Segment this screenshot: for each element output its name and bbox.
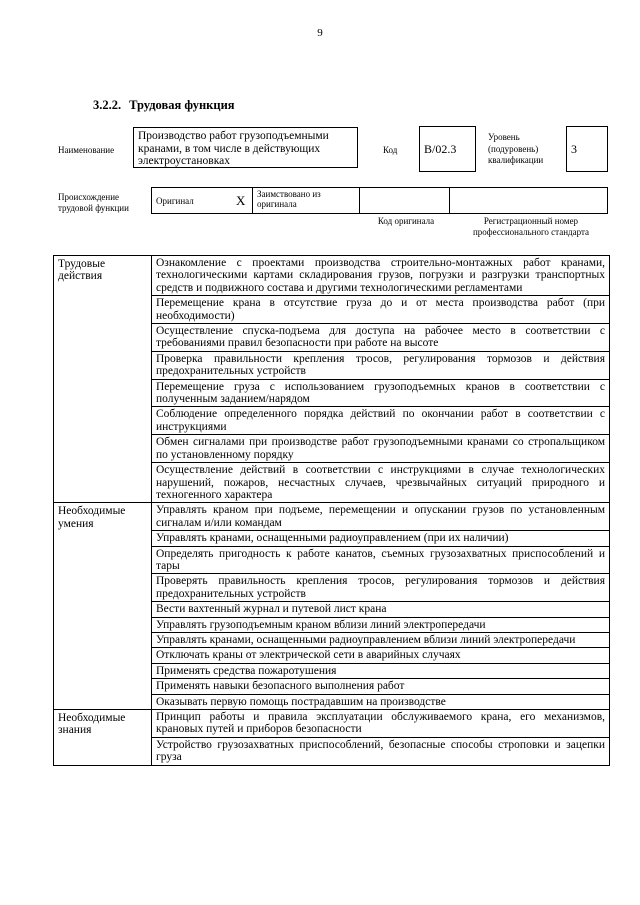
table-cell-item: Оказывать первую помощь пострадавшим на производстве xyxy=(152,694,610,709)
name-value: Производство работ грузоподъемными кранами, в том числе в действующих электроустановках xyxy=(138,130,329,167)
category-label: Необходимые умения xyxy=(54,503,152,710)
code-original-cell xyxy=(360,188,450,214)
code-value-box xyxy=(419,126,476,172)
table-cell-item: Применять навыки безопасного выполнения работ xyxy=(152,679,610,694)
table-cell-item: Перемещение крана в отсутствие груза до и от места производства работ (при необходимости) xyxy=(152,296,610,324)
table-cell-item: Вести вахтенный журнал и путевой лист крана xyxy=(152,602,610,617)
original-cell xyxy=(152,188,230,214)
level-label-line-3: квалификации xyxy=(488,155,544,165)
table-cell-item: Проверка правильности крепления тросов, регулирования тормозов и действия предохранительных устройств xyxy=(152,351,610,379)
section-number: 3.2.2. xyxy=(93,98,122,112)
table-cell-item: Устройство грузозахватных приспособлений, безопасные способы строповки и зацепки груза xyxy=(152,737,610,765)
table-cell-item: Осуществление спуска-подъема для доступа на рабочее место в соответствии с требованиями правил безопасности при работе на высоте xyxy=(152,324,610,352)
table-cell-item: Принцип работы и правила эксплуатации обслуживаемого крана, его механизмов, крановых путей и приборов безопасности xyxy=(152,710,610,738)
code-value: B/02.3 xyxy=(424,142,457,156)
table-row xyxy=(54,256,610,296)
name-value-box xyxy=(133,127,358,168)
table-cell-item: Определять пригодность к работе канатов, съемных грузозахватных приспособлений и тары xyxy=(152,546,610,574)
level-value: 3 xyxy=(571,142,577,156)
table-row xyxy=(54,710,610,738)
table-cell-item: Управлять краном при подъеме, перемещении и опускании грузов по установленным сигналам и/или командам xyxy=(152,503,610,531)
code-original-caption: Код оригинала xyxy=(377,216,435,226)
borrowed-cell xyxy=(253,188,360,214)
page-number: 9 xyxy=(317,27,323,39)
origin-label-line-2: трудовой функции xyxy=(58,203,129,213)
borrowed-label-line-2: оригинала xyxy=(257,199,297,209)
category-label: Необходимые знания xyxy=(54,710,152,766)
original-label: Оригинал xyxy=(156,195,194,206)
reg-number-caption xyxy=(452,216,610,238)
table-cell-item: Управлять грузоподъемным краном вблизи линий электропередачи xyxy=(152,617,610,632)
level-label xyxy=(488,132,543,167)
reg-number-caption-line-2: профессионального стандарта xyxy=(472,227,590,237)
table-cell-item: Управлять кранами, оснащенными радиоуправлением вблизи линий электропередачи xyxy=(152,632,610,647)
function-table xyxy=(53,255,610,766)
table-cell-item: Применять средства пожаротушения xyxy=(152,663,610,678)
level-value-box xyxy=(566,126,608,172)
table-cell-item: Отключать краны от электрической сети в аварийных случаях xyxy=(152,648,610,663)
code-label: Код xyxy=(383,145,398,155)
table-cell-item: Осуществление действий в соответствии с инструкциями в случае технологических нарушений, пожаров, несчастных случаев, чрезвычайных ситуаций природного и техногенного характера xyxy=(152,463,610,503)
section-title: Трудовая функция xyxy=(129,98,235,112)
table-cell-item: Управлять кранами, оснащенными радиоуправлением (при их наличии) xyxy=(152,531,610,546)
name-label: Наименование xyxy=(58,145,115,155)
original-mark: X xyxy=(230,188,253,214)
origin-table xyxy=(151,187,608,214)
table-cell-item: Ознакомление с проектами производства строительно-монтажных работ кранами, технологическими картами складирования грузов, погрузки и разгрузки транспортных средств и подвижного состава и другими технологическими регламентами xyxy=(152,256,610,296)
table-cell-item: Проверять правильность крепления тросов, регулирования тормозов и действия предохранительных устройств xyxy=(152,574,610,602)
borrowed-label-line-1: Заимствовано из xyxy=(257,189,321,199)
category-label: Трудовые действия xyxy=(54,256,152,503)
origin-label-line-1: Происхождение xyxy=(58,192,120,202)
table-cell-item: Соблюдение определенного порядка действий по окончании работ в соответствии с инструкциями xyxy=(152,407,610,435)
function-table-body xyxy=(54,256,610,766)
reg-number-caption-line-1: Регистрационный номер xyxy=(483,216,579,226)
origin-label xyxy=(58,192,129,214)
table-cell-item: Перемещение груза с использованием грузоподъемных кранов в соответствии с полученным заданием/нарядом xyxy=(152,379,610,407)
section-heading xyxy=(93,98,235,113)
level-label-line-1: Уровень xyxy=(488,132,520,142)
reg-number-cell xyxy=(450,188,608,214)
level-label-line-2: (подуровень) xyxy=(488,143,539,154)
table-row xyxy=(54,503,610,531)
table-cell-item: Обмен сигналами при производстве работ грузоподъемными кранами со стропальщиком по установленному порядку xyxy=(152,435,610,463)
